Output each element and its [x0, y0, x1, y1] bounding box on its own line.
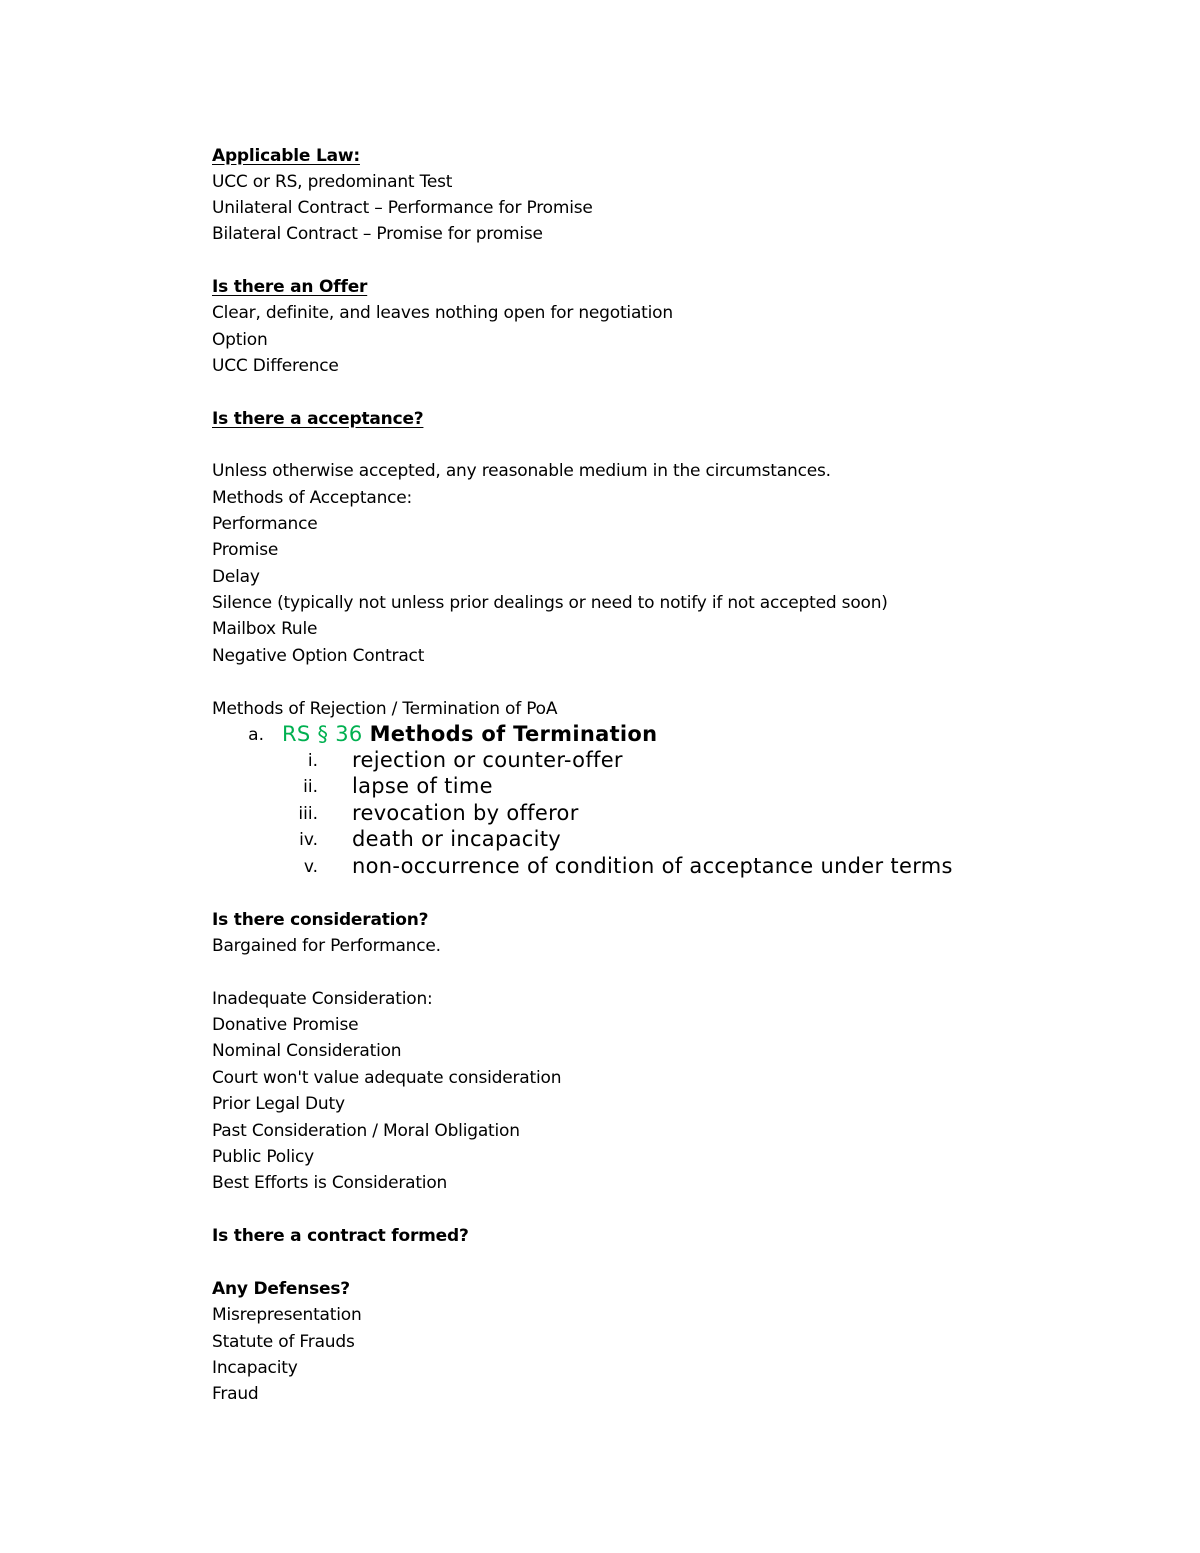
roman-marker: v.: [303, 857, 318, 877]
rs-section-reference: RS § 36: [282, 722, 363, 746]
roman-marker: ii.: [303, 777, 318, 797]
rejection-heading: Methods of Rejection / Termination of PoA: [212, 699, 558, 719]
list-item: Incapacity: [212, 1358, 298, 1378]
list-item: Unilateral Contract – Performance for Promise: [212, 198, 593, 218]
list-item: Clear, definite, and leaves nothing open for negotiation: [212, 303, 673, 323]
acceptance-heading: Is there a acceptance?: [212, 409, 424, 429]
defenses-heading: Any Defenses?: [212, 1279, 350, 1299]
applicable-law-heading: Applicable Law:: [212, 146, 360, 166]
list-item: Negative Option Contract: [212, 646, 425, 666]
contract-formed-heading: Is there a contract formed?: [212, 1226, 469, 1246]
list-item: Silence (typically not unless prior dealings or need to notify if not accepted soon): [212, 593, 888, 613]
list-item: Bargained for Performance.: [212, 936, 441, 956]
list-item: Unless otherwise accepted, any reasonable medium in the circumstances.: [212, 461, 831, 481]
list-item: Nominal Consideration: [212, 1041, 402, 1061]
termination-subheading-title: Methods of Termination: [369, 722, 658, 746]
list-item: Promise: [212, 540, 279, 560]
termination-item: lapse of time: [352, 774, 493, 798]
list-item: Mailbox Rule: [212, 619, 318, 639]
list-item: Option: [212, 330, 268, 350]
list-item: UCC Difference: [212, 356, 339, 376]
list-item: Statute of Frauds: [212, 1332, 355, 1352]
list-item: Best Efforts is Consideration: [212, 1173, 448, 1193]
roman-marker: i.: [307, 751, 318, 771]
list-item: Prior Legal Duty: [212, 1094, 345, 1114]
list-item: Public Policy: [212, 1147, 315, 1167]
roman-marker: iii.: [298, 804, 318, 824]
list-item: Bilateral Contract – Promise for promise: [212, 224, 543, 244]
termination-item: revocation by offeror: [352, 801, 579, 825]
list-item: Court won't value adequate consideration: [212, 1068, 562, 1088]
consideration-heading: Is there consideration?: [212, 910, 429, 930]
list-item: Past Consideration / Moral Obligation: [212, 1121, 520, 1141]
offer-heading: Is there an Offer: [212, 277, 368, 297]
list-item: Methods of Acceptance:: [212, 488, 413, 508]
termination-item: death or incapacity: [352, 827, 561, 851]
list-item: Performance: [212, 514, 318, 534]
sub-list-marker: a.: [248, 725, 264, 745]
list-item: Delay: [212, 567, 260, 587]
inadequate-consideration-heading: Inadequate Consideration:: [212, 989, 433, 1009]
list-item: Fraud: [212, 1384, 259, 1404]
list-item: Donative Promise: [212, 1015, 359, 1035]
termination-item: non-occurrence of condition of acceptance under terms: [352, 854, 953, 878]
list-item: UCC or RS, predominant Test: [212, 172, 453, 192]
roman-marker: iv.: [299, 830, 318, 850]
termination-item: rejection or counter-offer: [352, 748, 623, 772]
termination-subheading: [282, 721, 657, 747]
list-item: Misrepresentation: [212, 1305, 362, 1325]
